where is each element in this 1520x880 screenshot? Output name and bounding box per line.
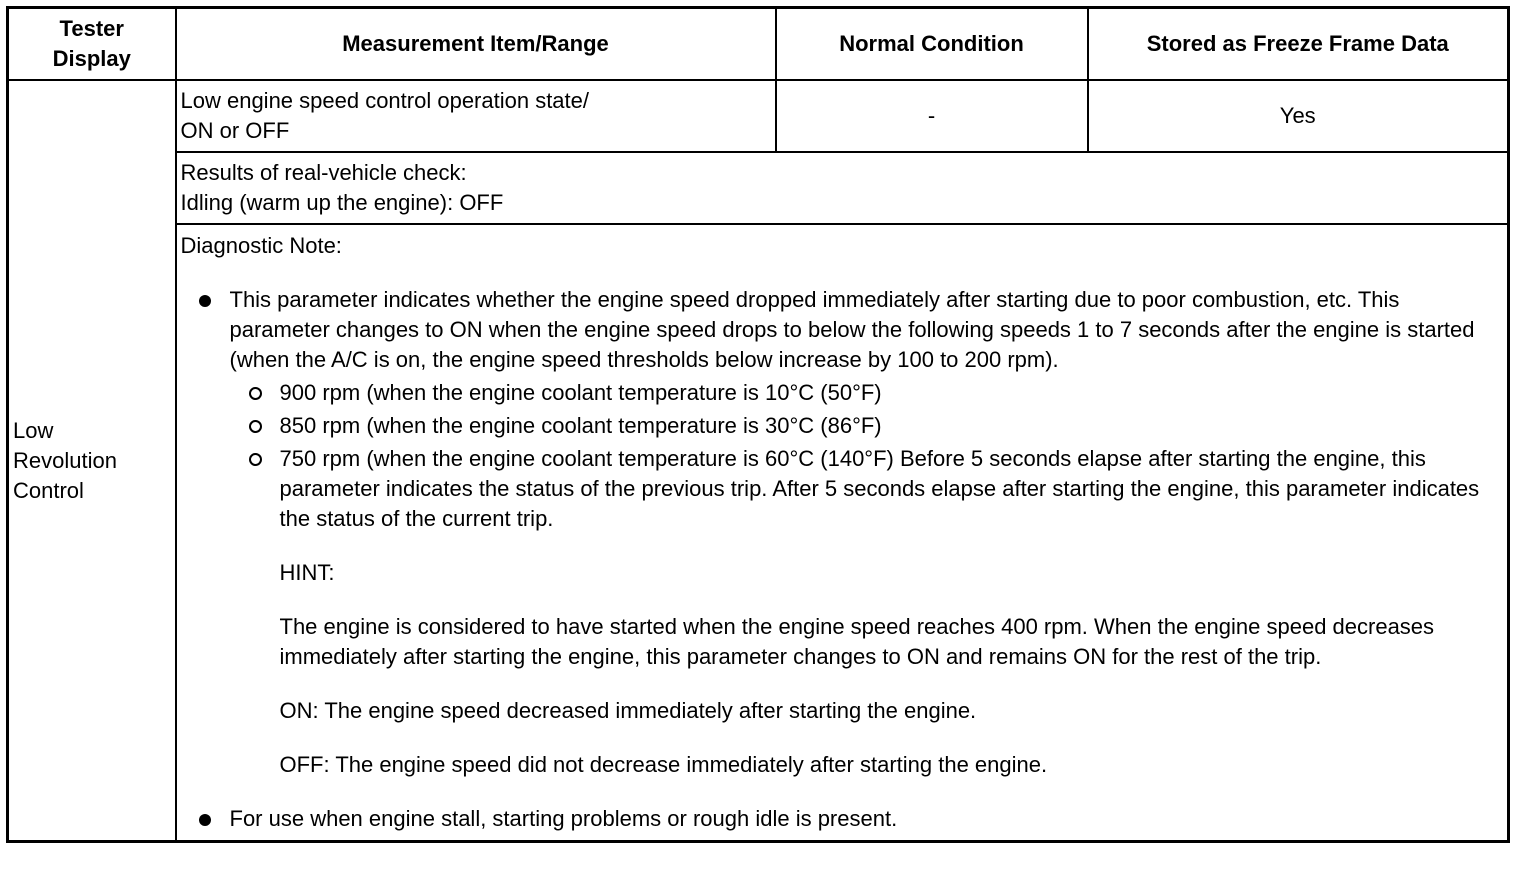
header-tester-display: Tester Display	[8, 8, 176, 81]
header-normal-condition: Normal Condition	[776, 8, 1088, 81]
normal-condition-cell: -	[776, 80, 1088, 152]
sub-item-text: 900 rpm (when the engine coolant temperature is 10°C (50°F)	[279, 380, 882, 405]
bullet-ring-icon	[249, 387, 262, 400]
diagnostic-note-title: Diagnostic Note:	[180, 233, 342, 258]
table-row	[8, 152, 1509, 224]
list-item	[181, 285, 1504, 780]
threshold-list	[230, 378, 1504, 534]
diagnostic-note-cell	[176, 224, 1509, 842]
list-item	[230, 411, 1504, 441]
header-measurement: Measurement Item/Range	[176, 8, 776, 81]
bullet-dot-icon	[199, 814, 211, 826]
freeze-frame-cell: Yes	[1088, 80, 1509, 152]
table-row	[8, 224, 1509, 842]
header-row	[8, 8, 1509, 81]
hint-label: HINT:	[279, 560, 335, 585]
list-item	[181, 804, 1504, 834]
real-vehicle-check-cell: Results of real-vehicle check: Idling (warm up the engine): OFF	[176, 152, 1509, 224]
bullet-ring-icon	[249, 420, 262, 433]
sub-item-text: 750 rpm (when the engine coolant temperature is 60°C (140°F) Before 5 seconds elapse after starting the engine, this parameter indicates the status of the previous trip. After 5 seconds elapse after starting the engine, this parameter indicates the status of the current trip.	[279, 446, 1480, 531]
measurement-cell: Low engine speed control operation state/ ON or OFF	[176, 80, 776, 152]
bullet-text: For use when engine stall, starting problems or rough idle is present.	[229, 806, 898, 831]
note-bullet-list	[181, 285, 1504, 834]
on-explanation: ON: The engine speed decreased immediately after starting the engine.	[279, 698, 977, 723]
bullet-dot-icon	[199, 295, 211, 307]
header-freeze-frame: Stored as Freeze Frame Data	[1088, 8, 1509, 81]
bullet-text: This parameter indicates whether the engine speed dropped immediately after starting due to poor combustion, etc. This parameter changes to ON when the engine speed drops to below the following speeds 1 to 7 seconds after the engine is started (when the A/C is on, the engine speed thresholds below increase by 100 to 200 rpm).	[229, 287, 1475, 372]
table-row	[8, 80, 1509, 152]
bullet-ring-icon	[249, 453, 262, 466]
tester-display-cell: Low Revolution Control	[8, 80, 176, 842]
list-item	[230, 444, 1504, 534]
hint-text: The engine is considered to have started when the engine speed reaches 400 rpm. When the engine speed decreases immediately after starting the engine, this parameter changes to ON and remains ON for the rest of the trip.	[279, 614, 1435, 669]
data-list-table	[6, 6, 1510, 843]
sub-item-text: 850 rpm (when the engine coolant temperature is 30°C (86°F)	[279, 413, 882, 438]
list-item	[230, 378, 1504, 408]
off-explanation: OFF: The engine speed did not decrease immediately after starting the engine.	[279, 752, 1048, 777]
